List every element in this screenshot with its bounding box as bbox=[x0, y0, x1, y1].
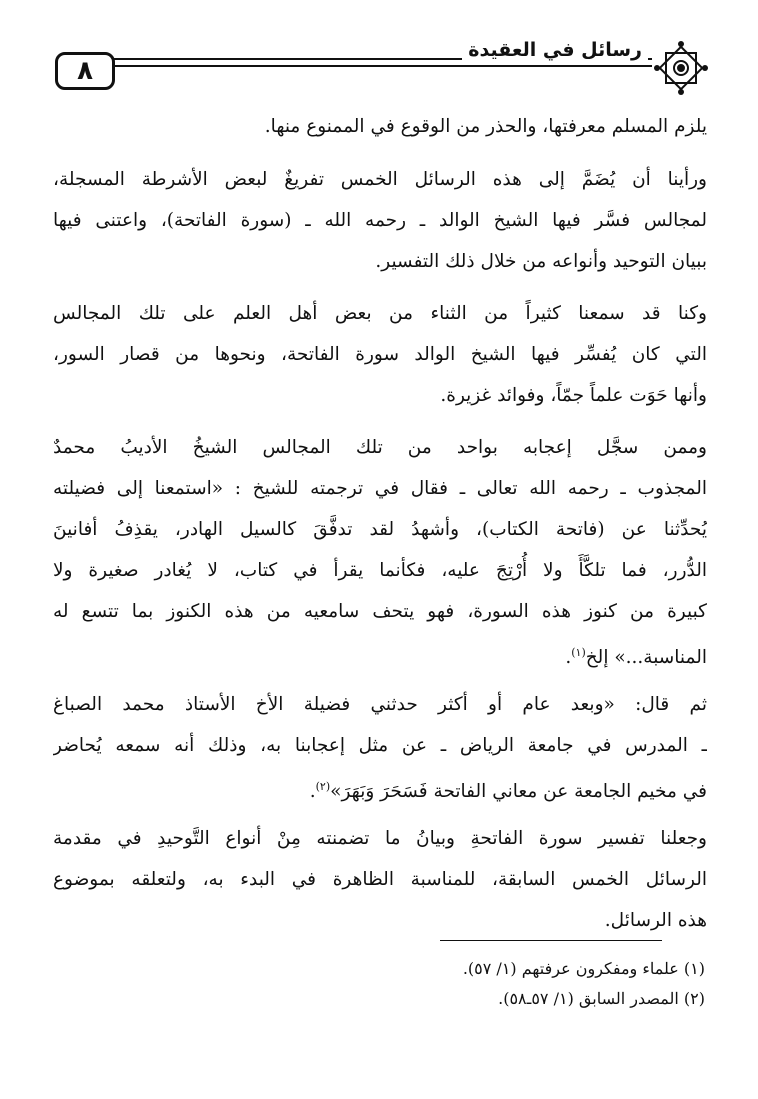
page-number: ٨ bbox=[77, 56, 93, 86]
text-line: ـ المدرس في جامعة الرياض ـ عن مثل إعجابنا به، وذلك أنه سمعه يُحاضر bbox=[53, 735, 707, 756]
text-line: يلزم المسلم معرفتها، والحذر من الوقوع في الممنوع منها. bbox=[264, 116, 707, 137]
footnote-1: (١) علماء ومفكرون عرفتهم (١/ ٥٧). bbox=[462, 959, 705, 978]
footnote-ref-2: (٢) bbox=[315, 780, 331, 793]
footnote-ref-1: (١) bbox=[571, 646, 586, 659]
text-line: المناسبة...» إلخ$^{(١)}$. bbox=[565, 646, 707, 669]
text-line: ببيان التوحيد وأنواعه من خلال ذلك التفسير. bbox=[375, 251, 707, 272]
text-line: كبيرة من كنوز هذه السورة، فهو يتحف سامعيه من هذه الكنوز بما تتسع له bbox=[53, 601, 707, 622]
text-line: وكنا قد سمعنا كثيراً من الثناء من بعض أهل العلم على تلك المجالس bbox=[53, 303, 707, 324]
footnote-separator bbox=[440, 940, 662, 941]
text-fragment: في مخيم الجامعة عن معاني الفاتحة فَسَحَرَ وَبَهَرَ» bbox=[330, 781, 707, 803]
text-line: المجذوب ـ رحمه الله تعالى ـ فقال في ترجمته للشيخ : «استمعنا إلى فضيلته bbox=[53, 478, 707, 499]
body-text bbox=[53, 0, 707, 1099]
text-line: هذه الرسائل. bbox=[604, 910, 707, 931]
text-line: ثم قال: «وبعد عام أو أكثر حدثني فضيلة الأخ الأستاذ محمد الصباغ bbox=[53, 694, 707, 715]
text-line: ورأينا أن يُضَمَّ إلى هذه الرسائل الخمس تفريغٌ لبعض الأشرطة المسجلة، bbox=[53, 169, 707, 190]
text-line: الرسائل الخمس السابقة، للمناسبة الظاهرة في البدء به، ولتعلقه بموضوع bbox=[53, 869, 707, 890]
text-line: في مخيم الجامعة عن معاني الفاتحة فَسَحَرَ وَبَهَرَ»$^{(٢)}$. bbox=[309, 780, 707, 803]
text-line: لمجالس فسَّر فيها الشيخ الوالد ـ رحمه الله ـ (سورة الفاتحة)، واعتنى فيها bbox=[53, 210, 707, 231]
text-line: يُحدِّثنا عن (فاتحة الكتاب)، وأشهدُ لقد تدفَّقَ كالسيل الهادر، يقذِفُ أفانينَ bbox=[53, 519, 707, 540]
running-title: رسائل في العقيدة bbox=[462, 38, 648, 62]
text-fragment: المناسبة...» إلخ bbox=[585, 647, 707, 669]
text-line: التي كان يُفسِّر فيها الشيخ الوالد سورة الفاتحة، ونحوها من قصار السور، bbox=[53, 344, 707, 365]
footnote-2: (٢) المصدر السابق (١/ ٥٧ـ٥٨). bbox=[498, 989, 705, 1008]
text-line: وأنها حَوَت علماً جمّاً، وفوائد غزيرة. bbox=[440, 385, 707, 406]
text-line: الدُّرر، فما تلكَّأَ ولا أُرْتِجَ عليه، فكأنما يقرأ في كتاب، لا يُغادر صغيرة ولا bbox=[53, 560, 707, 581]
text-line: وجعلنا تفسير سورة الفاتحةِ وبيانُ ما تضمنته مِنْ أنواع التَّوحيدِ في مقدمة bbox=[53, 828, 707, 849]
text-line: وممن سجَّل إعجابه بواحد من تلك المجالس الشيخُ الأديبُ محمدٌ bbox=[53, 437, 707, 458]
